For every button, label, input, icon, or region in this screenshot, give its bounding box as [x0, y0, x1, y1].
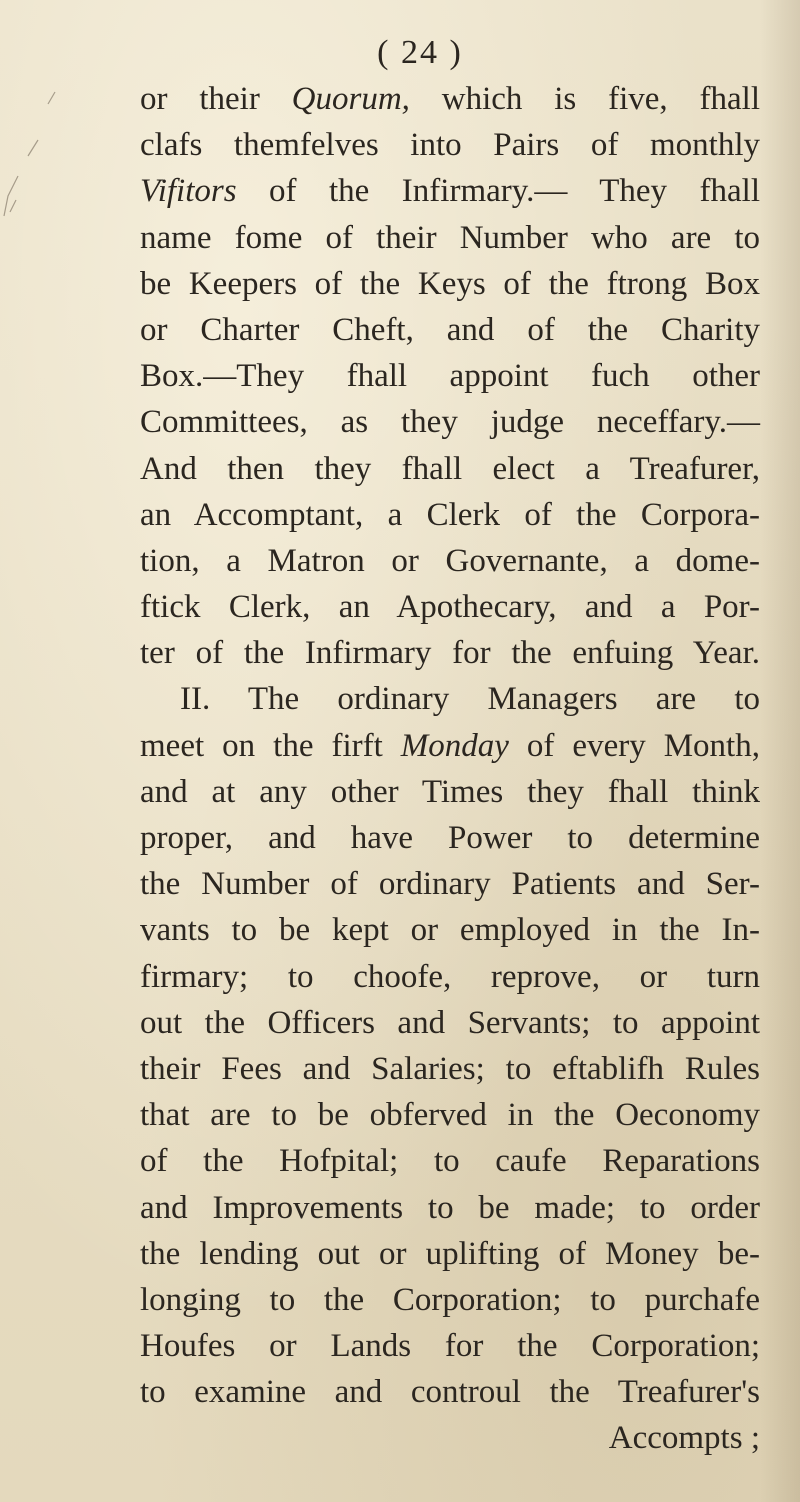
- text-segment: longing to the Corporation; to purchafe: [140, 1281, 760, 1318]
- text-line: [140, 723, 760, 769]
- body-text: [140, 76, 760, 1462]
- text-segment: II. The ordinary Managers are to: [180, 681, 760, 718]
- text-segment: which is five, fhall: [409, 81, 760, 117]
- text-segment: name fome of their Number who are to: [140, 219, 760, 256]
- text-line: [140, 1138, 760, 1184]
- text-line: [140, 446, 760, 492]
- text-segment: that are to be obferved in the Oeconomy: [140, 1097, 760, 1134]
- text-segment: of the Hofpital; to caufe Reparations: [140, 1143, 760, 1180]
- text-line: [140, 1323, 760, 1369]
- text-line: [140, 861, 760, 907]
- page-number: ( 24 ): [377, 34, 463, 71]
- text-segment: Houfes or Lands for the Corporation;: [140, 1328, 760, 1365]
- text-segment: Box.—They fhall appoint fuch other: [140, 358, 760, 395]
- text-line: [140, 1092, 760, 1138]
- text-segment: proper, and have Power to determine: [140, 820, 760, 856]
- text-segment: be Keepers of the Keys of the ftrong Box: [140, 265, 760, 302]
- text-segment: the Number of ordinary Patients and Ser-: [140, 866, 760, 903]
- text-line: [140, 261, 760, 307]
- text-line: [140, 815, 760, 861]
- text-line: [140, 769, 760, 815]
- text-segment: and Improvements to be made; to order: [140, 1189, 760, 1226]
- text-line: [140, 630, 760, 676]
- text-segment: their Fees and Salaries; to eftablifh Rules: [140, 1050, 760, 1087]
- italic-text: Vifitors: [140, 173, 237, 210]
- text-segment: out the Officers and Servants; to appoint: [140, 1004, 760, 1041]
- text-segment: of the Infirmary.— They fhall: [236, 173, 760, 210]
- text-segment: firmary; to choofe, reprove, or turn: [140, 958, 760, 995]
- text-segment: or Charter Cheft, and of the Charity: [140, 311, 760, 348]
- text-line: [140, 168, 760, 214]
- text-line: [140, 1415, 760, 1461]
- text-line: [140, 1046, 760, 1092]
- text-segment: of every Month,: [508, 727, 760, 764]
- text-segment: vants to be kept or employed in the In-: [140, 912, 760, 949]
- text-segment: Accompts ;: [608, 1420, 760, 1457]
- text-line: [140, 1185, 760, 1231]
- text-line: [140, 215, 760, 261]
- text-segment: or their: [140, 81, 292, 117]
- text-segment: And then they fhall elect a Treafurer,: [140, 450, 760, 487]
- text-segment: meet on the firft: [140, 727, 401, 764]
- text-line: [140, 1000, 760, 1046]
- text-line: [140, 907, 760, 953]
- text-segment: the lending out or uplifting of Money be-: [140, 1235, 760, 1272]
- show-through-marks: [0, 0, 100, 600]
- text-line: [140, 1231, 760, 1277]
- text-segment: to examine and controul the Treafurer's: [140, 1374, 760, 1411]
- text-segment: and at any other Times they fhall think: [140, 773, 760, 810]
- text-segment: tion, a Matron or Governante, a dome-: [140, 542, 760, 579]
- text-line: [140, 954, 760, 1000]
- text-line: [140, 492, 760, 538]
- italic-text: Quorum,: [291, 81, 410, 117]
- text-segment: an Accomptant, a Clerk of the Corpora-: [140, 496, 760, 533]
- gutter-shadow: [760, 0, 800, 1502]
- text-segment: clafs themfelves into Pairs of monthly: [140, 127, 760, 164]
- text-segment: ter of the Infirmary for the enfuing Year.: [140, 635, 760, 672]
- text-line: [140, 538, 760, 584]
- text-line: [140, 76, 760, 122]
- text-line: [140, 1369, 760, 1415]
- italic-text: Monday: [400, 727, 509, 764]
- text-line: [140, 399, 760, 445]
- text-line: [140, 122, 760, 168]
- text-line: [140, 676, 760, 722]
- text-segment: ftick Clerk, an Apothecary, and a Por-: [140, 589, 760, 626]
- text-line: [140, 353, 760, 399]
- text-line: [140, 1277, 760, 1323]
- text-line: [140, 307, 760, 353]
- text-segment: Committees, as they judge neceffary.—: [140, 404, 760, 441]
- text-line: [140, 584, 760, 630]
